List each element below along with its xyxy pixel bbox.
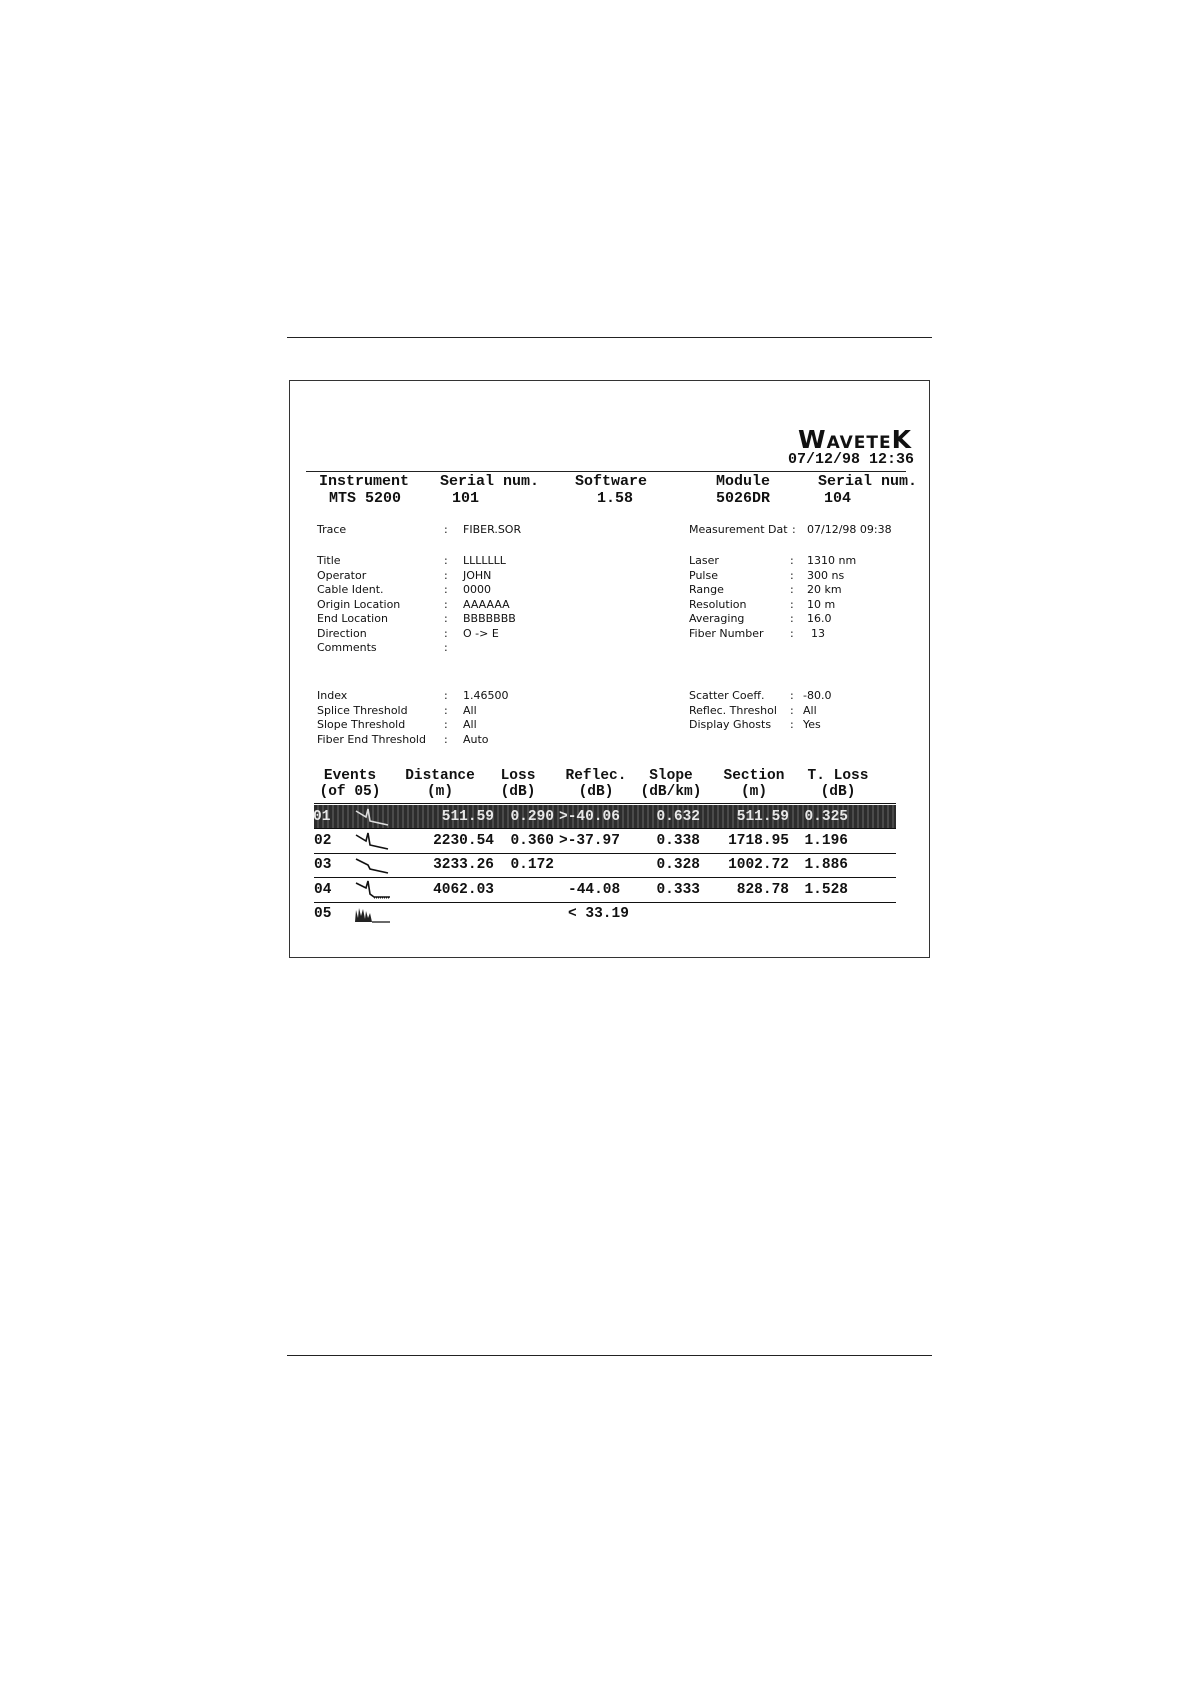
col-header-distance: Distance (m) (405, 768, 475, 800)
header-module (716, 473, 770, 507)
header-label: Serial num. (818, 473, 918, 490)
field-value: FIBER.SOR (463, 523, 522, 536)
table-row[interactable] (314, 853, 896, 877)
event-number: 03 (314, 857, 332, 873)
col-header-loss: Loss (dB) (500, 768, 536, 800)
header-label: Instrument (319, 473, 410, 490)
field-separator: : (792, 523, 796, 536)
cell-slope: 0.338 (656, 833, 700, 849)
event-number: 02 (314, 833, 332, 849)
header-serial (440, 473, 539, 507)
cell-tloss: 1.528 (804, 882, 848, 898)
page-bottom-rule (287, 1355, 932, 1356)
cell-section: 1718.95 (728, 833, 789, 849)
header-software (575, 473, 647, 507)
header-instrument (319, 473, 409, 507)
otdr-report: WAVETEK 07/12/98 12:36 Instrument MTS 5200 Serial num. 101 Software 1.58 Module 5026DR Serial num. 104 Trace : FIBER.SOR Measurement Dat : 07/12/98 09:38 Title : LLLLLLL Operator : JOHN Cable Ident. : 0000 Origin Location : AAAAAA End Location : BBBBBBB Direction : O -> E Comments : Laser : 1310 nm Pulse : 300 ns Range : 20 km Resolution : 10 m Averaging : 16.0 Fiber Number : 13 Index : 1.46500 Splice Threshold : All Slope Threshold : All Fiber End Threshold : Auto Scatter Coeff. : -80.0 Reflec. Threshol : All Display Ghosts : Yes Events (of 05) Distance (m) Loss (dB) Reflec. (dB) Slope (dB/km) Section (m) T. Loss (dB) 01 511.59 0.290 >-40.06 0.632 511.59 0.325 02 2230.54 0.360 >-37.97 0.338 1718.95 1.196 03 3233.26 0.172 0.328 1002.72 1.886 04 4062.03 -44.08 0.333 828.78 1.528 05 < 33.19 (289, 380, 930, 958)
cell-section: 828.78 (736, 882, 789, 898)
reflective-event-icon (354, 807, 390, 827)
col-header-reflec: Reflec. (dB) (565, 768, 627, 800)
cell-reflec: < 33.19 (568, 906, 629, 922)
reflective-event-icon (354, 831, 390, 851)
cell-section: 511.59 (736, 809, 789, 825)
table-row[interactable] (314, 829, 896, 853)
report-datetime: 07/12/98 12:36 (788, 451, 915, 468)
cell-reflec: -44.08 (568, 882, 621, 898)
table-row-selected[interactable] (314, 805, 896, 829)
reflective-end-event-icon (354, 880, 390, 900)
header-value: MTS 5200 (329, 490, 402, 507)
cell-reflec: >-40.06 (559, 809, 620, 825)
event-number: 01 (313, 809, 331, 825)
cell-slope: 0.328 (656, 857, 700, 873)
field-separator: : (444, 523, 448, 536)
header-rule (306, 471, 906, 472)
event-number: 05 (314, 906, 332, 922)
cell-slope: 0.333 (656, 882, 700, 898)
wavetek-logo: WAVETEK (798, 425, 912, 454)
field-value: 07/12/98 09:38 (807, 523, 892, 536)
header-label: Module (716, 473, 771, 490)
col-header-slope: Slope (dB/km) (640, 768, 702, 800)
header-value: 101 (452, 490, 480, 507)
field-label: Trace (317, 523, 347, 536)
header-value: 104 (824, 490, 852, 507)
cell-distance: 511.59 (441, 809, 494, 825)
table-row[interactable] (314, 878, 896, 902)
table-rule (314, 803, 896, 804)
cell-tloss: 0.325 (804, 809, 848, 825)
cell-tloss: 1.196 (804, 833, 848, 849)
cell-distance: 3233.26 (433, 857, 494, 873)
col-header-tloss: T. Loss (dB) (807, 768, 869, 800)
header-module-serial (818, 473, 917, 507)
cell-loss: 0.172 (510, 857, 554, 873)
cell-loss: 0.290 (510, 809, 554, 825)
table-row[interactable] (314, 902, 896, 926)
cell-loss: 0.360 (510, 833, 554, 849)
event-number: 04 (314, 882, 332, 898)
cell-section: 1002.72 (728, 857, 789, 873)
cell-distance: 2230.54 (433, 833, 494, 849)
col-header-section: Section (m) (723, 768, 785, 800)
field-label: Measurement Dat (689, 523, 788, 536)
col-header-events: Events (of 05) (319, 768, 381, 800)
splice-event-icon (354, 855, 390, 875)
header-label: Software (575, 473, 648, 490)
cell-slope: 0.632 (656, 809, 700, 825)
header-label: Serial num. (440, 473, 540, 490)
page-top-rule (287, 337, 932, 338)
header-value: 1.58 (597, 490, 634, 507)
fiber-end-noise-icon (354, 904, 390, 924)
cell-tloss: 1.886 (804, 857, 848, 873)
cell-distance: 4062.03 (433, 882, 494, 898)
cell-reflec: >-37.97 (559, 833, 620, 849)
header-value: 5026DR (716, 490, 771, 507)
